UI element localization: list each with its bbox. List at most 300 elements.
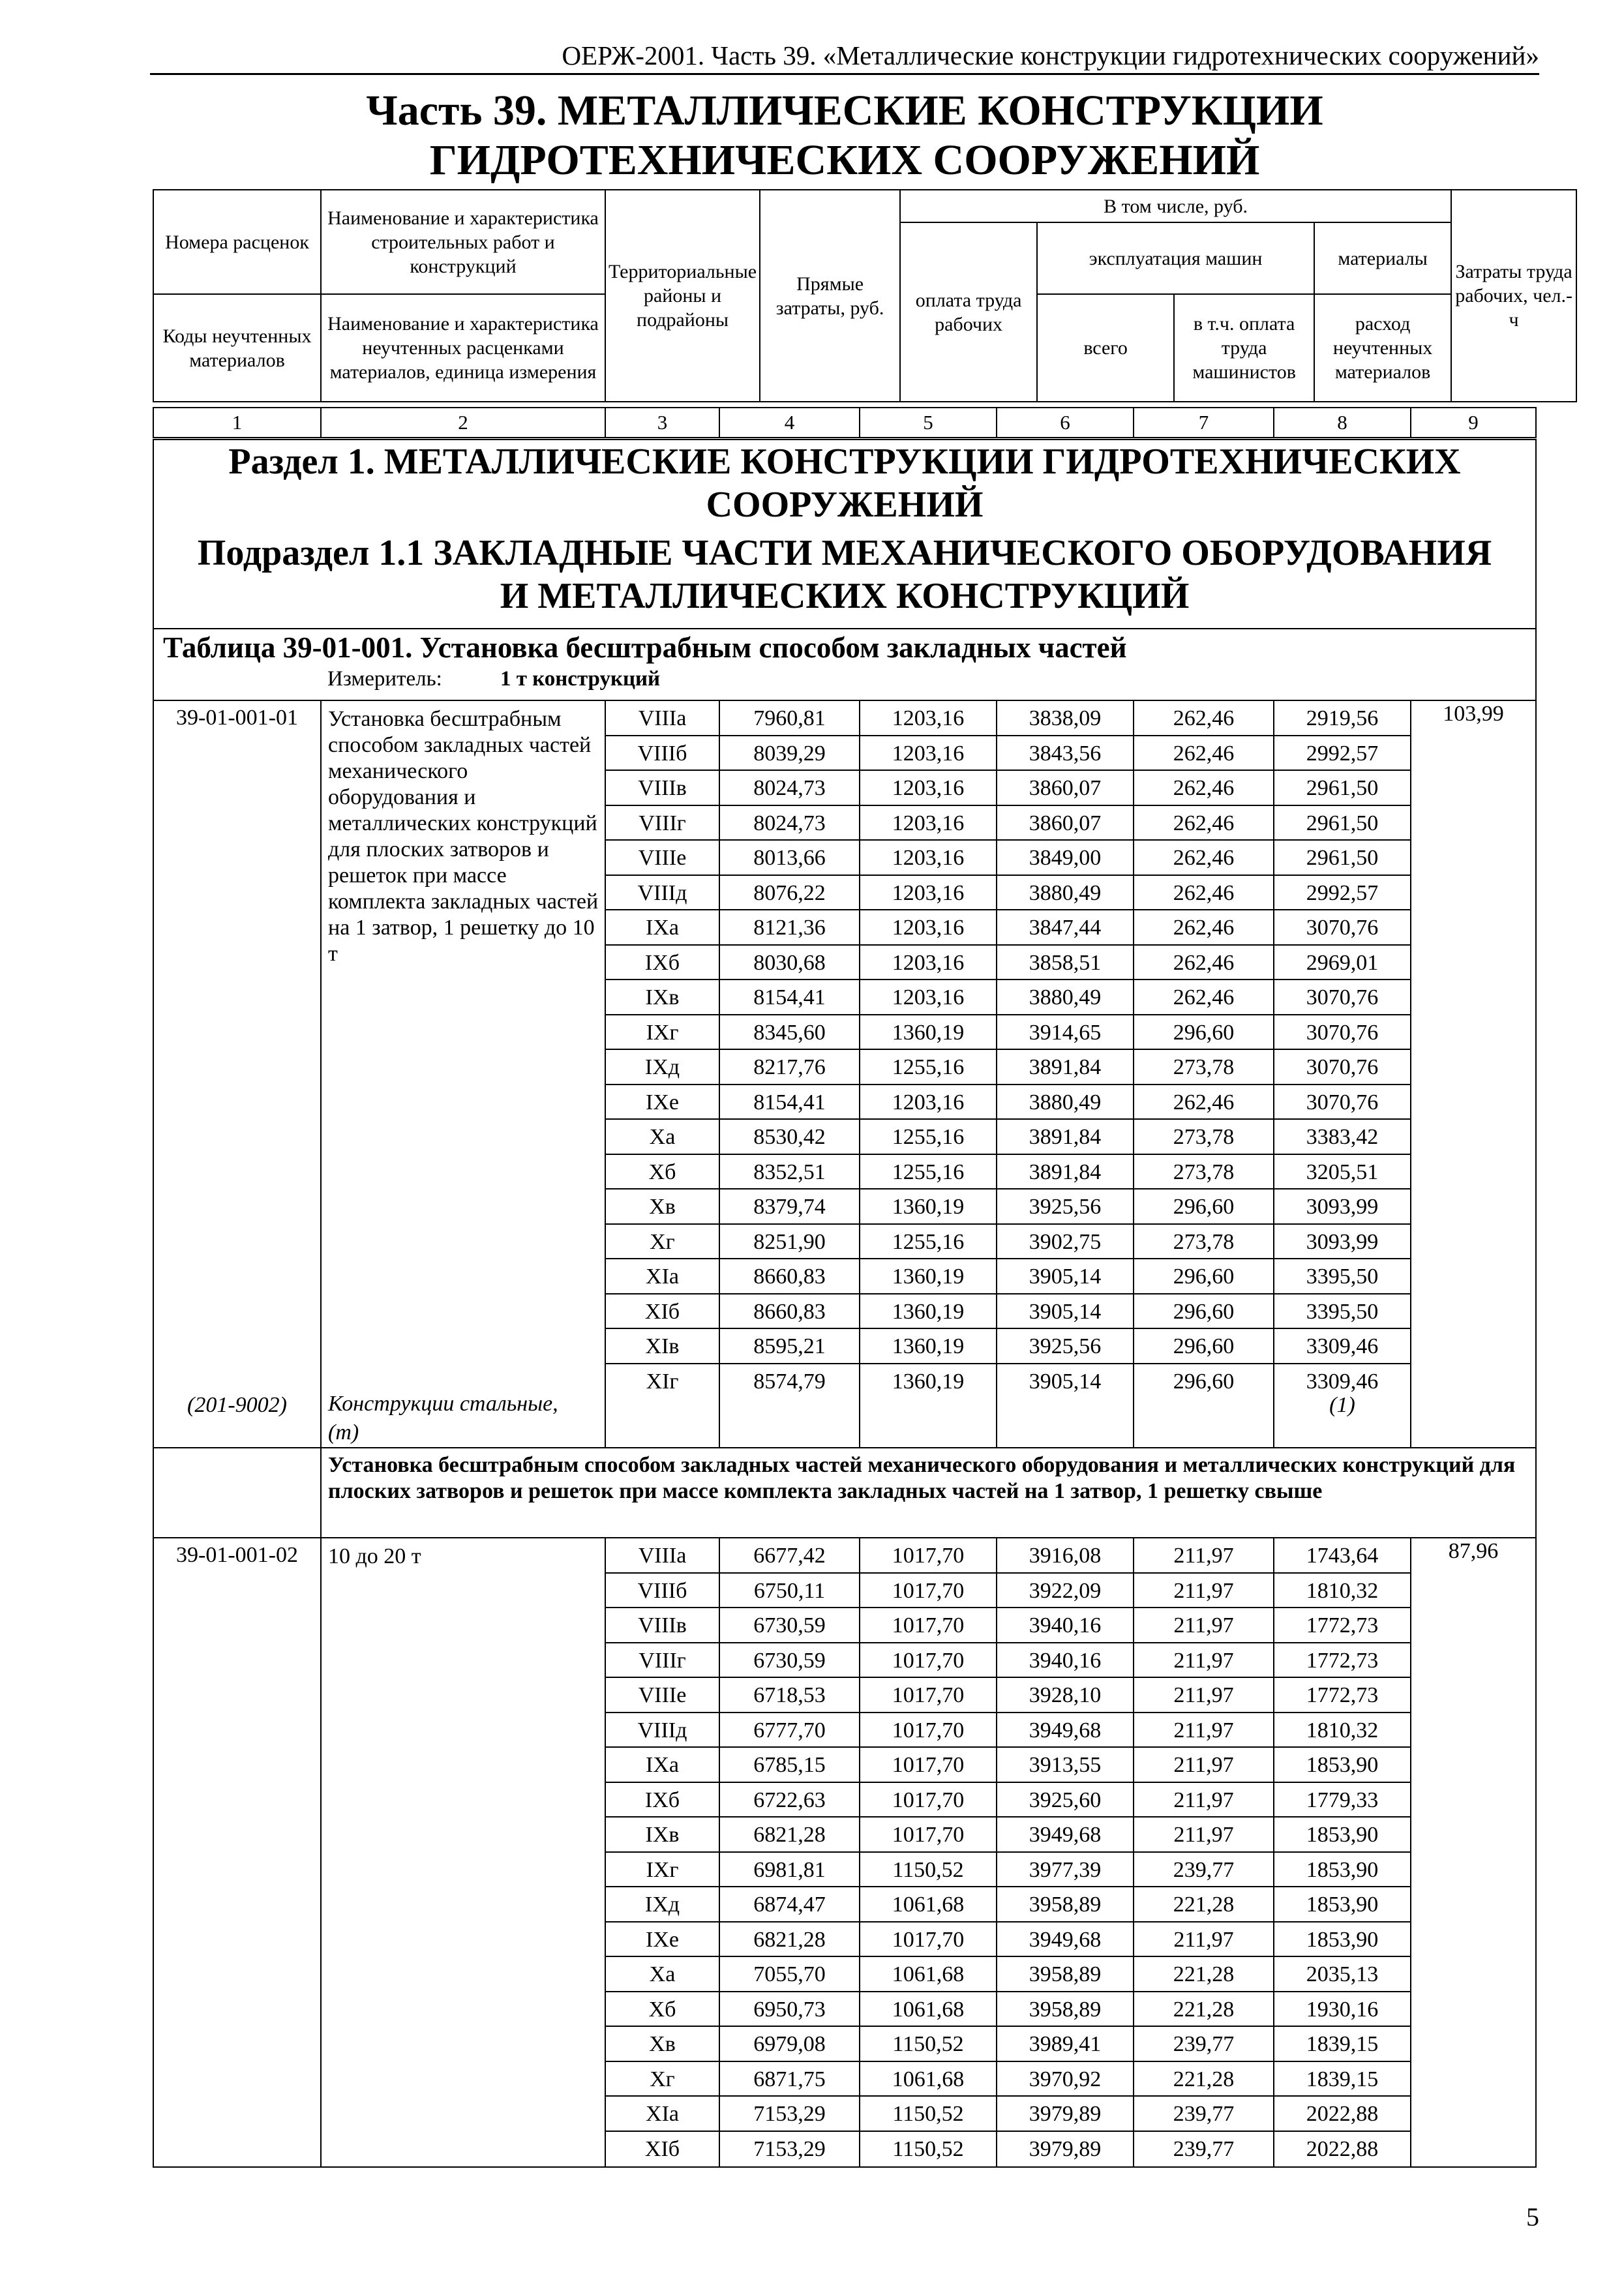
operators-value: 262,46 xyxy=(1134,806,1273,841)
materials-value: 3395,50 xyxy=(1274,1259,1410,1294)
rate-code-cell xyxy=(153,1538,321,2167)
wage-value: 1360,19 xyxy=(860,1259,996,1294)
header-direct-costs: Прямые затраты, руб. xyxy=(760,190,900,402)
table-heading xyxy=(153,629,1536,700)
direct-value: 6785,15 xyxy=(720,1748,859,1783)
operators-value: 211,97 xyxy=(1134,1643,1273,1679)
direct-cost-column xyxy=(719,1538,860,2167)
column-header-table xyxy=(153,189,1577,402)
region-column xyxy=(605,1538,719,2167)
direct-value: 8595,21 xyxy=(720,1329,859,1364)
rate-entry xyxy=(153,1538,1536,2167)
region-value: Xг xyxy=(606,2062,719,2097)
wage-column xyxy=(860,700,997,1448)
region-value: IXг xyxy=(606,1853,719,1888)
machines-value: 3970,92 xyxy=(997,2062,1133,2097)
direct-value: 8660,83 xyxy=(720,1294,859,1330)
empty-cell xyxy=(153,1448,321,1538)
operators-value: 262,46 xyxy=(1134,736,1273,771)
operators-value: 221,28 xyxy=(1134,1957,1273,1992)
region-value: IXд xyxy=(606,1050,719,1085)
operators-value: 296,60 xyxy=(1134,1189,1273,1225)
region-value: VIIIе xyxy=(606,1678,719,1713)
wage-value: 1203,16 xyxy=(860,806,996,841)
operators-value: 273,78 xyxy=(1134,1120,1273,1155)
column-number: 7 xyxy=(1134,408,1274,438)
materials-value: 1772,73 xyxy=(1274,1608,1410,1643)
direct-value: 6730,59 xyxy=(720,1643,859,1679)
materials-value: 1853,90 xyxy=(1274,1748,1410,1783)
header-materials: материалы xyxy=(1314,222,1451,294)
meter-value: 1 т конструкций xyxy=(500,667,661,691)
materials-value: 1853,90 xyxy=(1274,1887,1410,1922)
wage-value: 1255,16 xyxy=(860,1050,996,1085)
machines-value: 3891,84 xyxy=(997,1120,1133,1155)
wage-value: 1017,70 xyxy=(860,1748,996,1783)
direct-value: 6718,53 xyxy=(720,1678,859,1713)
operators-value: 211,97 xyxy=(1134,1574,1273,1609)
rates-table xyxy=(153,439,1537,2168)
materials-value: 3309,46 xyxy=(1306,1369,1379,1394)
subsection-title-line: И МЕТАЛЛИЧЕСКИХ КОНСТРУКЦИЙ xyxy=(500,576,1190,616)
machines-value: 3922,09 xyxy=(997,1574,1133,1609)
machines-value: 3958,89 xyxy=(997,1887,1133,1922)
machines-value: 3858,51 xyxy=(997,946,1133,981)
region-value: Xб xyxy=(606,1992,719,2027)
direct-value: 8217,76 xyxy=(720,1050,859,1085)
header-including: В том числе, руб. xyxy=(900,190,1451,222)
materials-value: 2992,57 xyxy=(1274,736,1410,771)
machines-value: 3979,89 xyxy=(1029,2136,1102,2161)
header-material-consumption: расход неучтенных материалов xyxy=(1314,294,1451,402)
direct-value: 8345,60 xyxy=(720,1015,859,1051)
region-value: VIIIв xyxy=(606,1608,719,1643)
work-description: Установка бесштрабным способом закладных частей механического оборудования и металлических конструкций для плоских затворов и решеток при массе комплекта закладных частей на 1 затвор, 1 решетку до 10 т xyxy=(328,707,599,966)
rate-entry xyxy=(153,700,1536,1448)
meter-line xyxy=(154,666,1535,692)
operators-value: 239,77 xyxy=(1134,2097,1273,2132)
material-name-line: (т) xyxy=(328,1420,359,1444)
machines-value: 3989,41 xyxy=(997,2027,1133,2062)
wage-value: 1203,16 xyxy=(860,980,996,1015)
machines-value: 3891,84 xyxy=(997,1050,1133,1085)
wage-value: 1017,70 xyxy=(860,1678,996,1713)
labor-cost: 103,99 xyxy=(1411,700,1536,1448)
operators-value: 262,46 xyxy=(1134,876,1273,911)
wage-value: 1203,16 xyxy=(860,946,996,981)
wage-value: 1360,19 xyxy=(860,1329,996,1364)
running-header: ОЕРЖ-2001. Часть 39. «Металлические конструкции гидротехнических сооружений» xyxy=(562,40,1539,70)
operators-value: 273,78 xyxy=(1134,1225,1273,1260)
header-regions: Территориальные районы и подрайоны xyxy=(605,190,760,402)
meter-label: Измеритель: xyxy=(327,667,442,691)
machines-value: 3913,55 xyxy=(997,1748,1133,1783)
direct-value: 6950,73 xyxy=(720,1992,859,2027)
operators-value: 239,77 xyxy=(1134,1853,1273,1888)
operators-column xyxy=(1134,1538,1274,2167)
direct-value: 8024,73 xyxy=(720,806,859,841)
region-value: IXб xyxy=(606,946,719,981)
machines-value: 3849,00 xyxy=(997,841,1133,876)
region-value: XIб xyxy=(606,1294,719,1330)
wage-value: 1360,19 xyxy=(892,1369,965,1394)
region-value: Xв xyxy=(606,1189,719,1225)
wage-value: 1150,52 xyxy=(892,2136,964,2161)
direct-value: 6750,11 xyxy=(720,1574,859,1609)
wage-value: 1203,16 xyxy=(860,771,996,806)
direct-value: 8121,36 xyxy=(720,910,859,946)
machines-value: 3925,56 xyxy=(997,1189,1133,1225)
machines-value: 3949,68 xyxy=(997,1818,1133,1853)
materials-column xyxy=(1274,700,1411,1448)
region-value: Xв xyxy=(606,2027,719,2062)
materials-value: 1743,64 xyxy=(1274,1538,1410,1574)
part-title xyxy=(150,86,1539,185)
machines-value: 3902,75 xyxy=(997,1225,1133,1260)
machines-value: 3928,10 xyxy=(997,1678,1133,1713)
region-value: Xг xyxy=(606,1225,719,1260)
column-number: 1 xyxy=(153,408,321,438)
materials-value: 1853,90 xyxy=(1274,1853,1410,1888)
operators-value: 239,77 xyxy=(1134,2027,1273,2062)
direct-value: 6874,47 xyxy=(720,1887,859,1922)
operators-value: 211,97 xyxy=(1134,1922,1273,1958)
wage-value: 1203,16 xyxy=(860,910,996,946)
machines-value: 3891,84 xyxy=(997,1155,1133,1190)
operators-value: 262,46 xyxy=(1134,946,1273,981)
region-value: VIIIг xyxy=(606,806,719,841)
machines-value: 3880,49 xyxy=(997,1085,1133,1120)
wage-value: 1017,70 xyxy=(860,1538,996,1574)
operators-value: 211,97 xyxy=(1134,1748,1273,1783)
wage-value: 1017,70 xyxy=(860,1783,996,1818)
machines-value: 3914,65 xyxy=(997,1015,1133,1051)
direct-value: 7960,81 xyxy=(720,701,859,736)
operators-value: 262,46 xyxy=(1134,771,1273,806)
wage-value: 1017,70 xyxy=(860,1818,996,1853)
materials-value: 3070,76 xyxy=(1274,980,1410,1015)
group-heading: Установка бесштрабным способом закладных частей механического оборудования и металлических конструкций для плоских затворов и решеток при массе комплекта закладных частей на 1 затвор, 1 решетку свыше xyxy=(321,1448,1536,1538)
materials-value: 2961,50 xyxy=(1274,771,1410,806)
machines-value: 3905,14 xyxy=(997,1294,1133,1330)
header-labor-costs: Затраты труда рабочих, чел.-ч xyxy=(1451,190,1576,402)
materials-value: 2961,50 xyxy=(1274,806,1410,841)
wage-value: 1017,70 xyxy=(860,1608,996,1643)
operators-value: 221,28 xyxy=(1134,1992,1273,2027)
machines-column xyxy=(997,700,1134,1448)
part-title-line: Часть 39. МЕТАЛЛИЧЕСКИЕ КОНСТРУКЦИИ xyxy=(366,87,1323,134)
machines-value: 3940,16 xyxy=(997,1643,1133,1679)
header-rate-numbers: Номера расценок xyxy=(153,190,321,294)
materials-value: 3093,99 xyxy=(1274,1225,1410,1260)
wage-value: 1255,16 xyxy=(860,1155,996,1190)
machines-value: 3925,60 xyxy=(997,1783,1133,1818)
direct-value: 7055,70 xyxy=(720,1957,859,1992)
region-value: IXа xyxy=(606,910,719,946)
materials-value: 2961,50 xyxy=(1274,841,1410,876)
operators-value: 211,97 xyxy=(1134,1538,1273,1574)
wage-value: 1203,16 xyxy=(860,1085,996,1120)
region-value: VIIIе xyxy=(606,841,719,876)
direct-value: 6777,70 xyxy=(720,1713,859,1748)
materials-value: 2969,01 xyxy=(1274,946,1410,981)
machines-value: 3847,44 xyxy=(997,910,1133,946)
region-value: IXг xyxy=(606,1015,719,1051)
direct-value: 8013,66 xyxy=(720,841,859,876)
column-number: 6 xyxy=(997,408,1134,438)
column-number: 9 xyxy=(1411,408,1536,438)
materials-value: 2992,57 xyxy=(1274,876,1410,911)
region-value: XIб xyxy=(644,2136,680,2161)
region-value: IXд xyxy=(606,1887,719,1922)
header-operators-wage: в т.ч. оплата труда машинистов xyxy=(1174,294,1314,402)
materials-value: 3070,76 xyxy=(1274,910,1410,946)
materials-value: 1839,15 xyxy=(1274,2027,1410,2062)
wage-value: 1203,16 xyxy=(860,701,996,736)
wage-value: 1360,19 xyxy=(860,1294,996,1330)
direct-value: 6981,81 xyxy=(720,1853,859,1888)
machines-value: 3977,39 xyxy=(997,1853,1133,1888)
machines-value: 3925,56 xyxy=(997,1329,1133,1364)
operators-value: 211,97 xyxy=(1134,1818,1273,1853)
part-title-line: ГИДРОТЕХНИЧЕСКИХ СООРУЖЕНИЙ xyxy=(429,136,1260,184)
materials-value: 1810,32 xyxy=(1274,1713,1410,1748)
operators-value: 273,78 xyxy=(1134,1050,1273,1085)
machines-value: 3905,14 xyxy=(1029,1369,1102,1394)
wage-value: 1061,68 xyxy=(860,1992,996,2027)
operators-value: 211,97 xyxy=(1134,1678,1273,1713)
materials-value: 3070,76 xyxy=(1274,1085,1410,1120)
region-value: IXе xyxy=(606,1922,719,1958)
operators-value: 262,46 xyxy=(1134,1085,1273,1120)
machines-value: 3949,68 xyxy=(997,1713,1133,1748)
subsection-title-line: Подраздел 1.1 ЗАКЛАДНЫЕ ЧАСТИ МЕХАНИЧЕСКОГО ОБОРУДОВАНИЯ xyxy=(197,533,1492,573)
region-value: VIIIг xyxy=(606,1643,719,1679)
operators-value: 262,46 xyxy=(1134,701,1273,736)
header-work-name: Наименование и характеристика строительных работ и конструкций xyxy=(321,190,605,294)
work-description: 10 до 20 т xyxy=(328,1544,421,1568)
region-value: XIг xyxy=(646,1369,679,1394)
operators-column xyxy=(1134,700,1274,1448)
region-value: XIв xyxy=(606,1329,719,1364)
operators-value: 262,46 xyxy=(1134,910,1273,946)
materials-value: 1853,90 xyxy=(1274,1818,1410,1853)
materials-value: 3383,42 xyxy=(1274,1120,1410,1155)
materials-column xyxy=(1274,1538,1411,2167)
direct-value: 8076,22 xyxy=(720,876,859,911)
region-value: XIа xyxy=(606,1259,719,1294)
direct-value: 8251,90 xyxy=(720,1225,859,1260)
direct-value: 8574,79 xyxy=(753,1369,826,1394)
labor-cost: 87,96 xyxy=(1411,1538,1536,2167)
section-title-line: СООРУЖЕНИЙ xyxy=(706,485,984,525)
region-value: VIIIб xyxy=(606,1574,719,1609)
column-number: 4 xyxy=(719,408,860,438)
direct-value: 8039,29 xyxy=(720,736,859,771)
direct-value: 8024,73 xyxy=(720,771,859,806)
region-value: IXв xyxy=(606,980,719,1015)
region-value: VIIIд xyxy=(606,1713,719,1748)
direct-value: 7153,29 xyxy=(753,2136,826,2161)
wage-value: 1017,70 xyxy=(860,1922,996,1958)
operators-value: 221,28 xyxy=(1134,1887,1273,1922)
region-value: VIIIа xyxy=(606,1538,719,1574)
direct-value: 8379,74 xyxy=(720,1189,859,1225)
machines-value: 3916,08 xyxy=(997,1538,1133,1574)
machines-value: 3838,09 xyxy=(997,701,1133,736)
work-description-cell xyxy=(321,700,605,1448)
table-title: Таблица 39-01-001. Установка бесштрабным способом закладных частей xyxy=(163,631,1127,664)
rate-code: 39-01-001-01 xyxy=(176,706,298,730)
operators-value: 211,97 xyxy=(1134,1608,1273,1643)
direct-value: 8154,41 xyxy=(720,980,859,1015)
wage-column xyxy=(860,1538,997,2167)
region-column xyxy=(605,700,719,1448)
machines-value: 3940,16 xyxy=(997,1608,1133,1643)
material-quantity: (1) xyxy=(1329,1393,1355,1417)
region-value: Xб xyxy=(606,1155,719,1190)
region-value: IXб xyxy=(606,1783,719,1818)
direct-value: 6730,59 xyxy=(720,1608,859,1643)
region-value: VIIIа xyxy=(606,701,719,736)
machines-value: 3860,07 xyxy=(997,806,1133,841)
section-heading xyxy=(153,440,1536,629)
direct-value: 8660,83 xyxy=(720,1259,859,1294)
direct-value: 6722,63 xyxy=(720,1783,859,1818)
wage-value: 1150,52 xyxy=(860,2097,996,2132)
wage-value: 1203,16 xyxy=(860,876,996,911)
material-code: (201-9002) xyxy=(187,1393,287,1417)
materials-value: 3093,99 xyxy=(1274,1189,1410,1225)
direct-value: 6979,08 xyxy=(720,2027,859,2062)
materials-value: 1772,73 xyxy=(1274,1678,1410,1713)
machines-value: 3880,49 xyxy=(997,980,1133,1015)
column-number-row xyxy=(153,407,1537,438)
header-machines: эксплуатация машин xyxy=(1037,222,1314,294)
header-rule xyxy=(150,73,1539,75)
machines-value: 3860,07 xyxy=(997,771,1133,806)
operators-value: 239,77 xyxy=(1173,2136,1235,2161)
machines-value: 3958,89 xyxy=(997,1957,1133,1992)
region-value: Xа xyxy=(606,1957,719,1992)
material-name xyxy=(328,1390,558,1447)
page-number: 5 xyxy=(1526,2202,1539,2232)
operators-value: 211,97 xyxy=(1134,1713,1273,1748)
region-value: Xа xyxy=(606,1120,719,1155)
wage-value: 1360,19 xyxy=(860,1015,996,1051)
materials-value: 1810,32 xyxy=(1274,1574,1410,1609)
rate-code-cell xyxy=(153,700,321,1448)
materials-value: 1779,33 xyxy=(1274,1783,1410,1818)
column-number: 2 xyxy=(321,408,605,438)
operators-value: 296,60 xyxy=(1134,1015,1273,1051)
wage-value: 1017,70 xyxy=(860,1643,996,1679)
rate-code: 39-01-001-02 xyxy=(176,1543,298,1567)
work-description-cell xyxy=(321,1538,605,2167)
machines-value: 3880,49 xyxy=(997,876,1133,911)
machines-value: 3905,14 xyxy=(997,1259,1133,1294)
direct-cost-column xyxy=(719,700,860,1448)
materials-value: 3070,76 xyxy=(1274,1050,1410,1085)
machines-value: 3958,89 xyxy=(997,1992,1133,2027)
materials-value: 2919,56 xyxy=(1274,701,1410,736)
material-name-line: Конструкции стальные, xyxy=(328,1392,558,1416)
header-material-codes: Коды неучтенных материалов xyxy=(153,294,321,402)
section-title-line: Раздел 1. МЕТАЛЛИЧЕСКИЕ КОНСТРУКЦИИ ГИДРОТЕХНИЧЕСКИХ xyxy=(228,441,1461,482)
region-value: VIIIв xyxy=(606,771,719,806)
materials-list xyxy=(1274,701,1410,1399)
materials-value: 3205,51 xyxy=(1274,1155,1410,1190)
machines-column xyxy=(997,1538,1134,2167)
direct-value: 6821,28 xyxy=(720,1818,859,1853)
direct-value: 7153,29 xyxy=(720,2097,859,2132)
direct-value: 8352,51 xyxy=(720,1155,859,1190)
region-value: IXв xyxy=(606,1818,719,1853)
region-value: VIIIб xyxy=(606,736,719,771)
column-number: 3 xyxy=(605,408,719,438)
operators-value: 211,97 xyxy=(1134,1783,1273,1818)
materials-value: 2022,88 xyxy=(1274,2097,1410,2132)
materials-value: 1930,16 xyxy=(1274,1992,1410,2027)
wage-value: 1203,16 xyxy=(860,736,996,771)
machines-value: 3843,56 xyxy=(997,736,1133,771)
direct-value: 8530,42 xyxy=(720,1120,859,1155)
region-value: XIа xyxy=(606,2097,719,2132)
column-number: 5 xyxy=(860,408,997,438)
wage-value: 1061,68 xyxy=(860,2062,996,2097)
region-value: IXа xyxy=(606,1748,719,1783)
direct-value: 8154,41 xyxy=(720,1085,859,1120)
machines-value: 3949,68 xyxy=(997,1922,1133,1958)
machines-value: 3979,89 xyxy=(997,2097,1133,2132)
wage-value: 1061,68 xyxy=(860,1957,996,1992)
materials-value: 2035,13 xyxy=(1274,1957,1410,1992)
region-value: IXе xyxy=(606,1085,719,1120)
region-value: VIIIд xyxy=(606,876,719,911)
direct-value: 8030,68 xyxy=(720,946,859,981)
materials-value: 2022,88 xyxy=(1306,2136,1379,2161)
operators-value: 221,28 xyxy=(1134,2062,1273,2097)
wage-value: 1255,16 xyxy=(860,1120,996,1155)
column-number: 8 xyxy=(1274,408,1411,438)
wage-value: 1150,52 xyxy=(860,2027,996,2062)
direct-value: 6821,28 xyxy=(720,1922,859,1958)
header-material-names: Наименование и характеристика неучтенных расценками материалов, единица измерения xyxy=(321,294,605,402)
materials-value: 1839,15 xyxy=(1274,2062,1410,2097)
materials-value: 1853,90 xyxy=(1274,1922,1410,1958)
materials-value: 3309,46 xyxy=(1274,1329,1410,1364)
wage-value: 1017,70 xyxy=(860,1713,996,1748)
operators-value: 296,60 xyxy=(1173,1369,1235,1394)
operators-value: 296,60 xyxy=(1134,1259,1273,1294)
wage-value: 1203,16 xyxy=(860,841,996,876)
operators-value: 273,78 xyxy=(1134,1155,1273,1190)
operators-value: 296,60 xyxy=(1134,1329,1273,1364)
direct-value: 6677,42 xyxy=(720,1538,859,1574)
wage-value: 1255,16 xyxy=(860,1225,996,1260)
wage-value: 1150,52 xyxy=(860,1853,996,1888)
operators-value: 262,46 xyxy=(1134,980,1273,1015)
materials-value: 3395,50 xyxy=(1274,1294,1410,1330)
operators-value: 296,60 xyxy=(1134,1294,1273,1330)
materials-value: 3070,76 xyxy=(1274,1015,1410,1051)
materials-value: 1772,73 xyxy=(1274,1643,1410,1679)
wage-value: 1061,68 xyxy=(860,1887,996,1922)
direct-value: 6871,75 xyxy=(720,2062,859,2097)
wage-value: 1017,70 xyxy=(860,1574,996,1609)
operators-value: 262,46 xyxy=(1134,841,1273,876)
header-machines-total: всего xyxy=(1037,294,1174,402)
